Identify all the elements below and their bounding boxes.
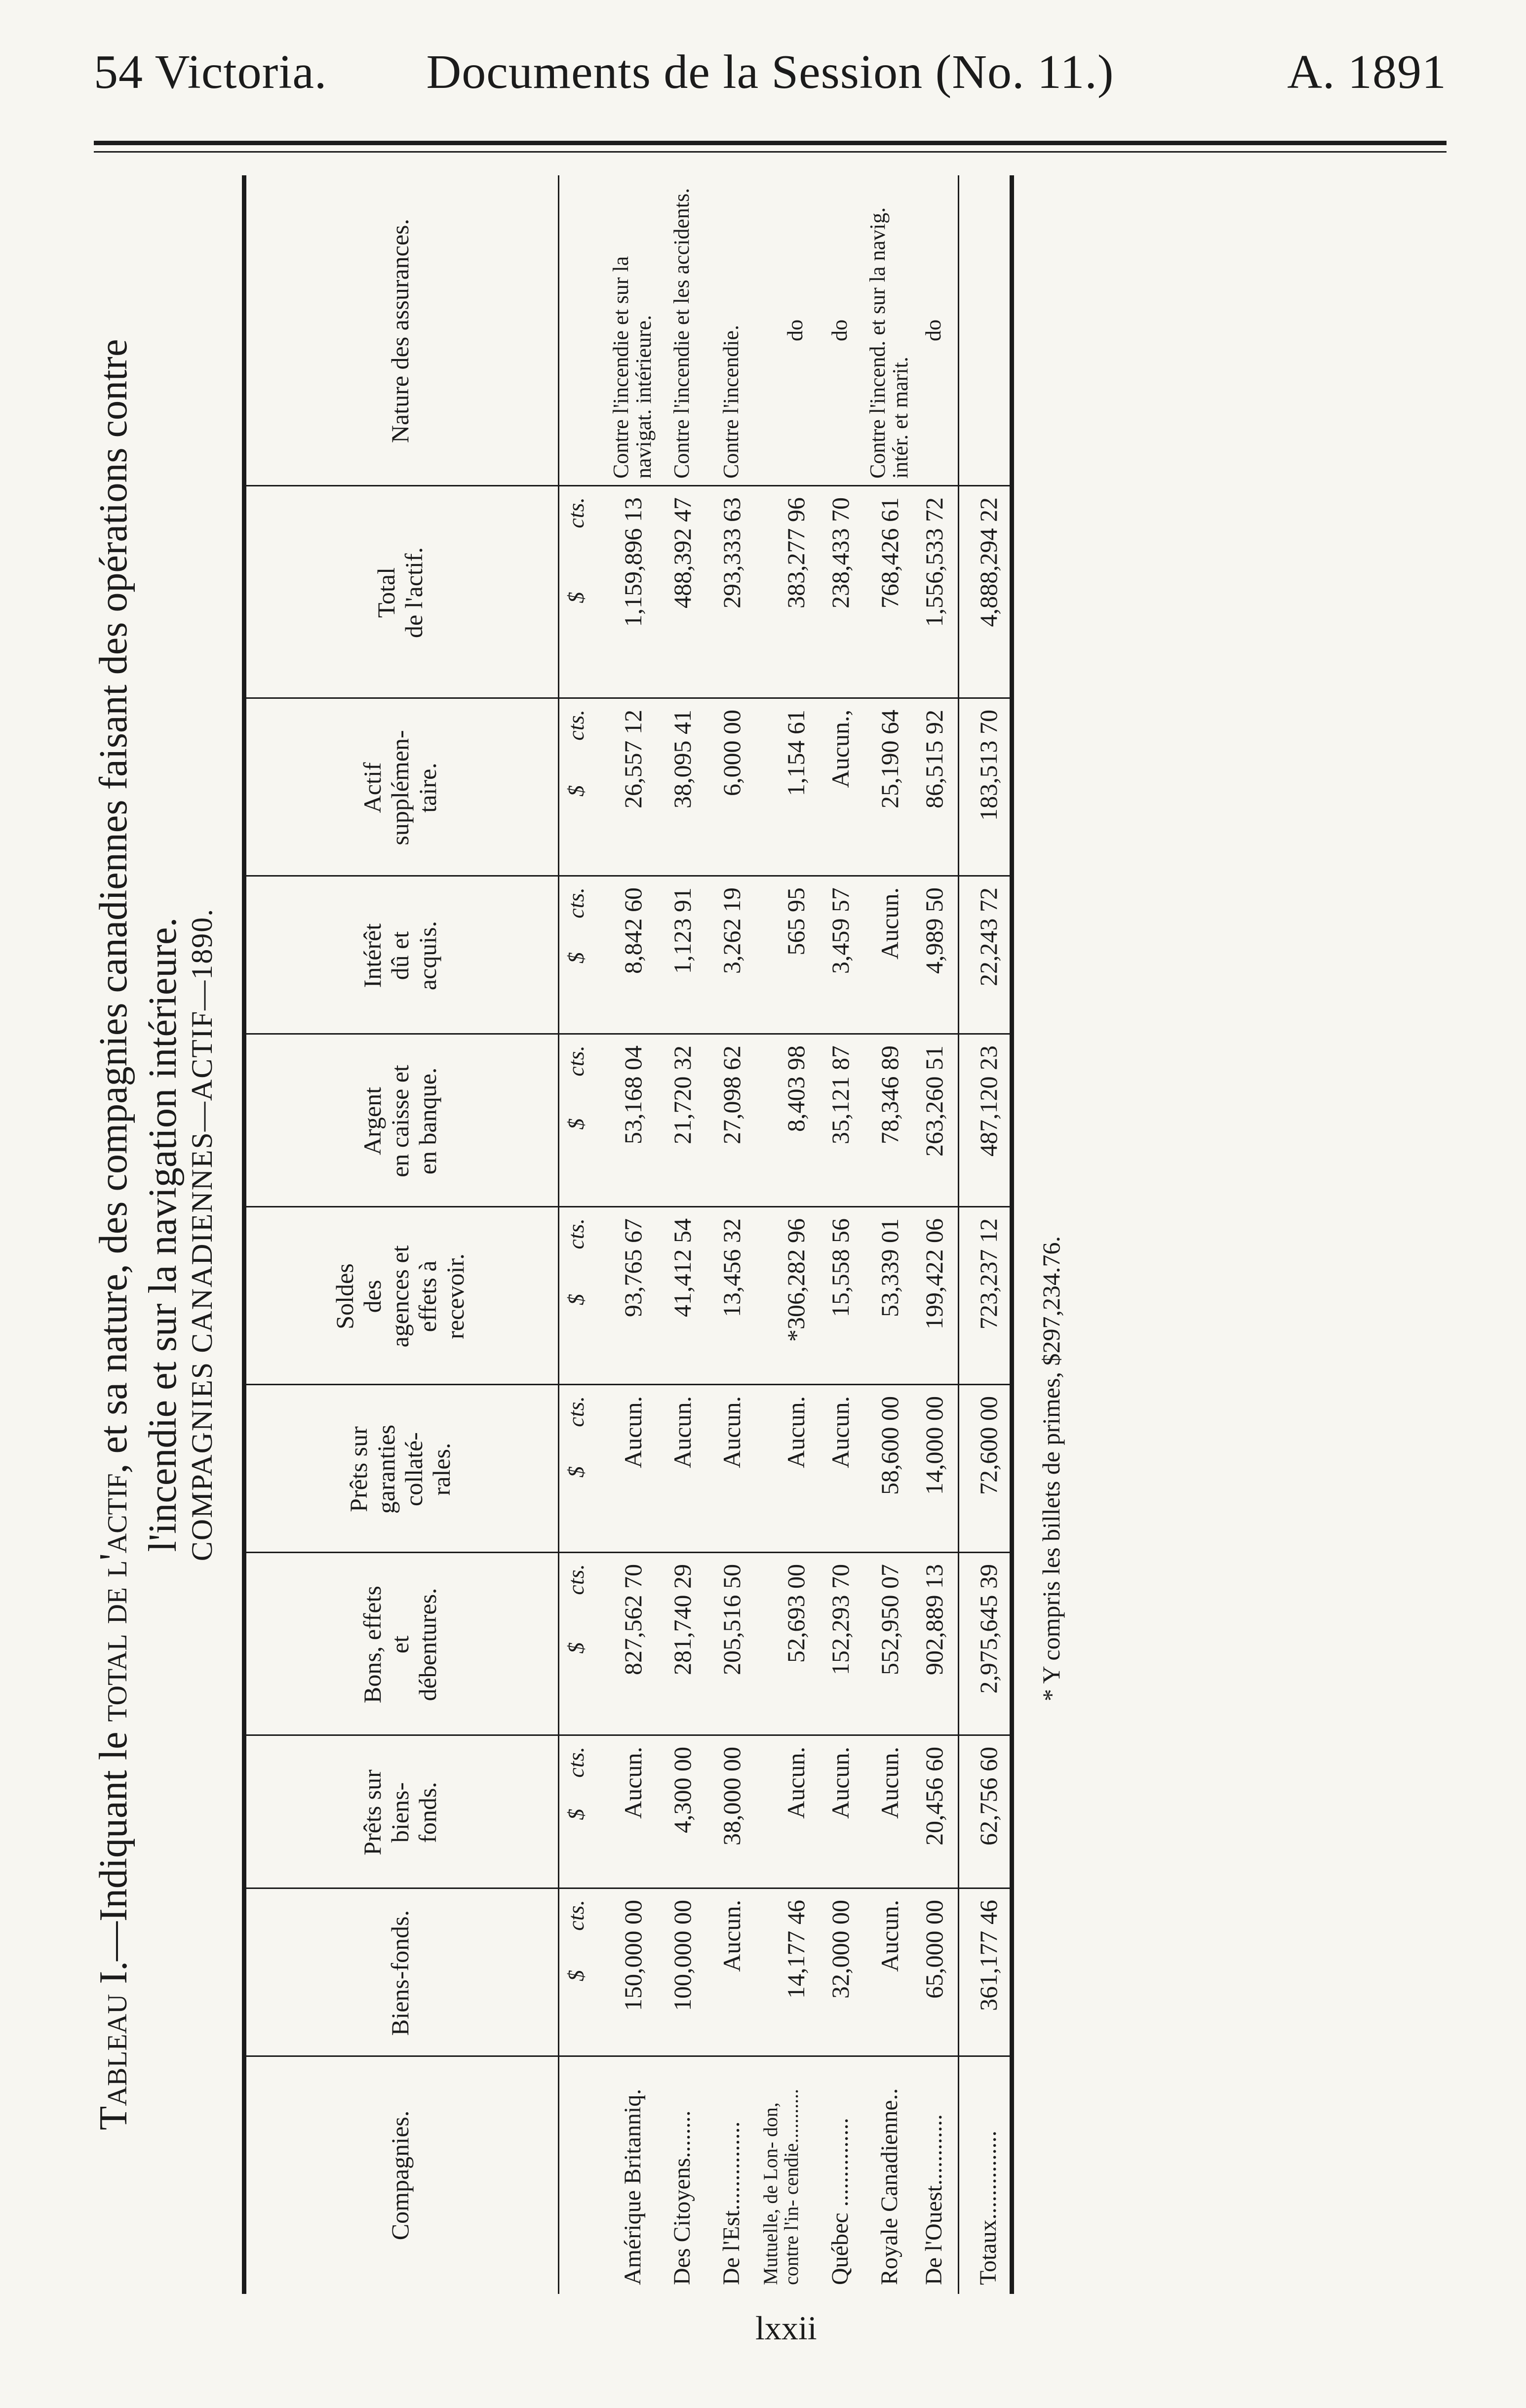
table-cell: 14,177 46 [782,1900,810,1999]
table-cell: 281,740 29 [668,1564,696,1675]
column-header [252,699,548,877]
rotated-table-page [89,175,1481,2294]
table-rule-top [242,175,246,2294]
column-header [252,1385,548,1553]
company-name: De l'Est............... [718,2121,744,2285]
table-cell: 13,456 32 [718,1218,745,1317]
table-cell: 1,123 91 [668,887,696,974]
cents-unit: cts. [563,1045,588,1077]
table-cell: 8,403 98 [782,1045,810,1132]
table-cell: 565 95 [782,887,810,956]
column-header-label: Nature des assurances. [386,219,414,443]
table-cell: 199,422 06 [920,1218,948,1329]
table-cell: 38,095 41 [668,710,696,808]
column-header-label: Prêts sur garanties collaté- rales. [345,1424,455,1514]
table-cell: 1,154 61 [782,710,810,796]
table-cell: 768,426 61 [876,497,903,608]
table-cell: 65,000 00 [920,1900,948,1999]
table-cell: Aucun. [782,1396,810,1468]
table-footnote: * Y compris les billets de primes, $297,234.76. [1037,1236,1065,1701]
column-header-label: Intérêt dû et acquis. [358,921,441,991]
table-title-smallcaps: total de l'actif, [92,1463,135,1722]
running-head-center: Documents de la Session (No. 11.) [426,45,1114,99]
table-cell: 263,260 51 [920,1045,948,1157]
nature-cell: do [827,320,852,341]
column-header [252,1035,548,1207]
unit-labels [563,1385,592,1553]
nature-cell: Contre l'incendie et sur la navigat. intérieure. [609,256,656,479]
cents-unit: cts. [563,1564,588,1595]
header-rule-thin [94,151,1447,153]
cents-unit: cts. [563,1396,588,1427]
table-title-rest: et sa nature, des compagnies canadiennes faisant des opérations contre [92,339,135,1464]
table-cell: 361,177 46 [975,1900,1002,2011]
nature-cell: Contre l'incend. et sur la navig. intér. et marit. [865,207,912,479]
running-head-left: 54 Victoria. [94,45,327,99]
column-header [252,1889,548,2057]
table-rule-header [558,175,559,2294]
column-header [252,1736,548,1889]
cents-unit: cts. [563,1747,588,1778]
table-cell: 205,516 50 [718,1564,745,1675]
table-cell: 4,300 00 [668,1747,696,1833]
table-cell: 2,975,645 39 [975,1564,1002,1694]
table-cell: 3,262 19 [718,887,745,974]
table-cell: 383,277 96 [782,497,810,608]
table-cell: 487,120 23 [975,1045,1002,1157]
unit-labels [563,877,592,1035]
table-cell: Aucun., [826,710,854,788]
table-cell: 25,190 64 [876,710,903,808]
cents-unit: cts. [563,887,588,919]
table-cell: 488,392 47 [668,497,696,608]
table-cell: Aucun. [876,887,903,960]
column-header [252,877,548,1035]
table-cell: Aucun. [826,1747,854,1819]
table-cell: Aucun. [668,1396,696,1468]
table-cell: 152,293 70 [826,1564,854,1675]
table-cell: 22,243 72 [975,887,1002,986]
table-title-line2: l'incendie et sur la navigation intérieure. [141,917,185,1552]
nature-cell: Contre l'incendie et les accidents. [669,188,694,479]
column-header-label: Soldes des agences et effets à recevoir. [331,1245,469,1348]
table-cell: 150,000 00 [619,1900,647,2011]
table-cell: 1,556,533 72 [920,497,948,627]
unit-labels [563,1553,592,1736]
column-header-label: Actif supplémen- taire. [358,730,441,845]
table-cell: Aucun. [826,1396,854,1468]
table-cell: 183,513 70 [975,710,1002,821]
dollar-unit: $ [563,1970,588,1981]
dollar-unit: $ [563,1118,588,1130]
table-cell: 552,950 07 [876,1564,903,1675]
table-cell: 6,000 00 [718,710,745,796]
table-cell: 27,098 62 [718,1045,745,1144]
company-name: Des Citoyens........ [669,2110,695,2285]
table-cell: 35,121 87 [826,1045,854,1144]
running-head-right: A. 1891 [1287,45,1447,99]
table-title-dash: —Indiquant le [92,1722,135,1961]
column-header-label: Prêts sur biens- fonds. [358,1769,441,1855]
table-cell: 827,562 70 [619,1564,647,1675]
table-cell: 93,765 67 [619,1218,647,1317]
table-cell: 53,168 04 [619,1045,647,1144]
table-cell: 100,000 00 [668,1900,696,2011]
running-head [94,44,1447,109]
dollar-unit: $ [563,592,588,603]
table-cell: 723,237 12 [975,1218,1002,1329]
table-title-prefix: Tableau I. [92,1961,135,2130]
table-subtitle: COMPAGNIES CANADIENNES—ACTIF—1890. [186,908,218,1562]
table-cell: 3,459 57 [826,887,854,974]
cents-unit: cts. [563,1218,588,1249]
table-cell: 14,000 00 [920,1396,948,1495]
company-name: Mutuelle, de Lon- don, contre l'in- cendie........... [759,2088,802,2285]
table-cell: 1,159,896 13 [619,497,647,627]
column-header-label: Argent en caisse et en banque. [358,1065,441,1177]
unit-labels [563,699,592,877]
dollar-unit: $ [563,1808,588,1820]
table-cell: 41,412 54 [668,1218,696,1317]
unit-labels [563,486,592,699]
totals-label: Totaux............... [975,2130,1001,2285]
table-cell: 78,346 89 [876,1045,903,1144]
dollar-unit: $ [563,1642,588,1654]
table-cell: 238,433 70 [826,497,854,608]
cents-unit: cts. [563,710,588,741]
table-cell: Aucun. [782,1747,810,1819]
table-cell: Aucun. [619,1747,647,1819]
table-cell: 86,515 92 [920,710,948,808]
table-title [89,175,188,2294]
table-cell: 902,889 13 [920,1564,948,1675]
table-cell: 15,558 56 [826,1218,854,1317]
table-cell: 53,339 01 [876,1218,903,1317]
table-cell: 20,456 60 [920,1747,948,1846]
company-name: Royale Canadienne.. [876,2088,902,2285]
company-name: Québec ............... [827,2118,853,2285]
company-name: De l'Ouest............ [921,2114,947,2285]
assets-table [242,175,1012,2294]
unit-labels [563,1207,592,1385]
nature-cell: do [783,320,807,341]
dollar-unit: $ [563,1466,588,1478]
unit-labels [563,1736,592,1889]
table-cell: 26,557 12 [619,710,647,808]
nature-cell: do [921,320,945,341]
table-cell: Aucun. [718,1396,745,1468]
column-header-label: Bons, effets et débentures. [358,1586,441,1703]
column-header [252,1207,548,1385]
table-cell: Aucun. [876,1747,903,1819]
header-rule-thick [94,141,1447,145]
company-name: Amérique Britanniq. [620,2088,646,2285]
cents-unit: cts. [563,497,588,528]
table-cell: *306,282 96 [782,1218,810,1342]
dollar-unit: $ [563,952,588,963]
table-cell: 21,720 32 [668,1045,696,1144]
table-cell: 72,600 00 [975,1396,1002,1495]
unit-labels [563,1889,592,2057]
table-cell: 38,000 00 [718,1747,745,1846]
column-header [252,2057,548,2294]
column-header [252,175,548,486]
table-cell: 4,989 50 [920,887,948,974]
table-cell: 32,000 00 [826,1900,854,1999]
column-header [252,486,548,699]
table-cell: 62,756 60 [975,1747,1002,1846]
table-cell: 52,693 00 [782,1564,810,1663]
table-cell: 4,888,294 22 [975,497,1002,627]
column-header-label: Compagnies. [386,2110,414,2241]
unit-labels [563,1035,592,1207]
table-cell: 293,333 63 [718,497,745,608]
column-header [252,1553,548,1736]
table-cell: 8,842 60 [619,887,647,974]
page-folio: lxxii [755,2309,817,2347]
table-cell: Aucun. [718,1900,745,1972]
nature-cell: Contre l'incendie. [719,325,743,479]
column-header-label: Total de l'actif. [372,547,428,638]
dollar-unit: $ [563,785,588,797]
table-cell: 58,600 00 [876,1396,903,1495]
dollar-unit: $ [563,1294,588,1305]
cents-unit: cts. [563,1900,588,1931]
table-cell: Aucun. [876,1900,903,1972]
table-cell: Aucun. [619,1396,647,1468]
column-header-label: Biens-fonds. [386,1910,414,2036]
